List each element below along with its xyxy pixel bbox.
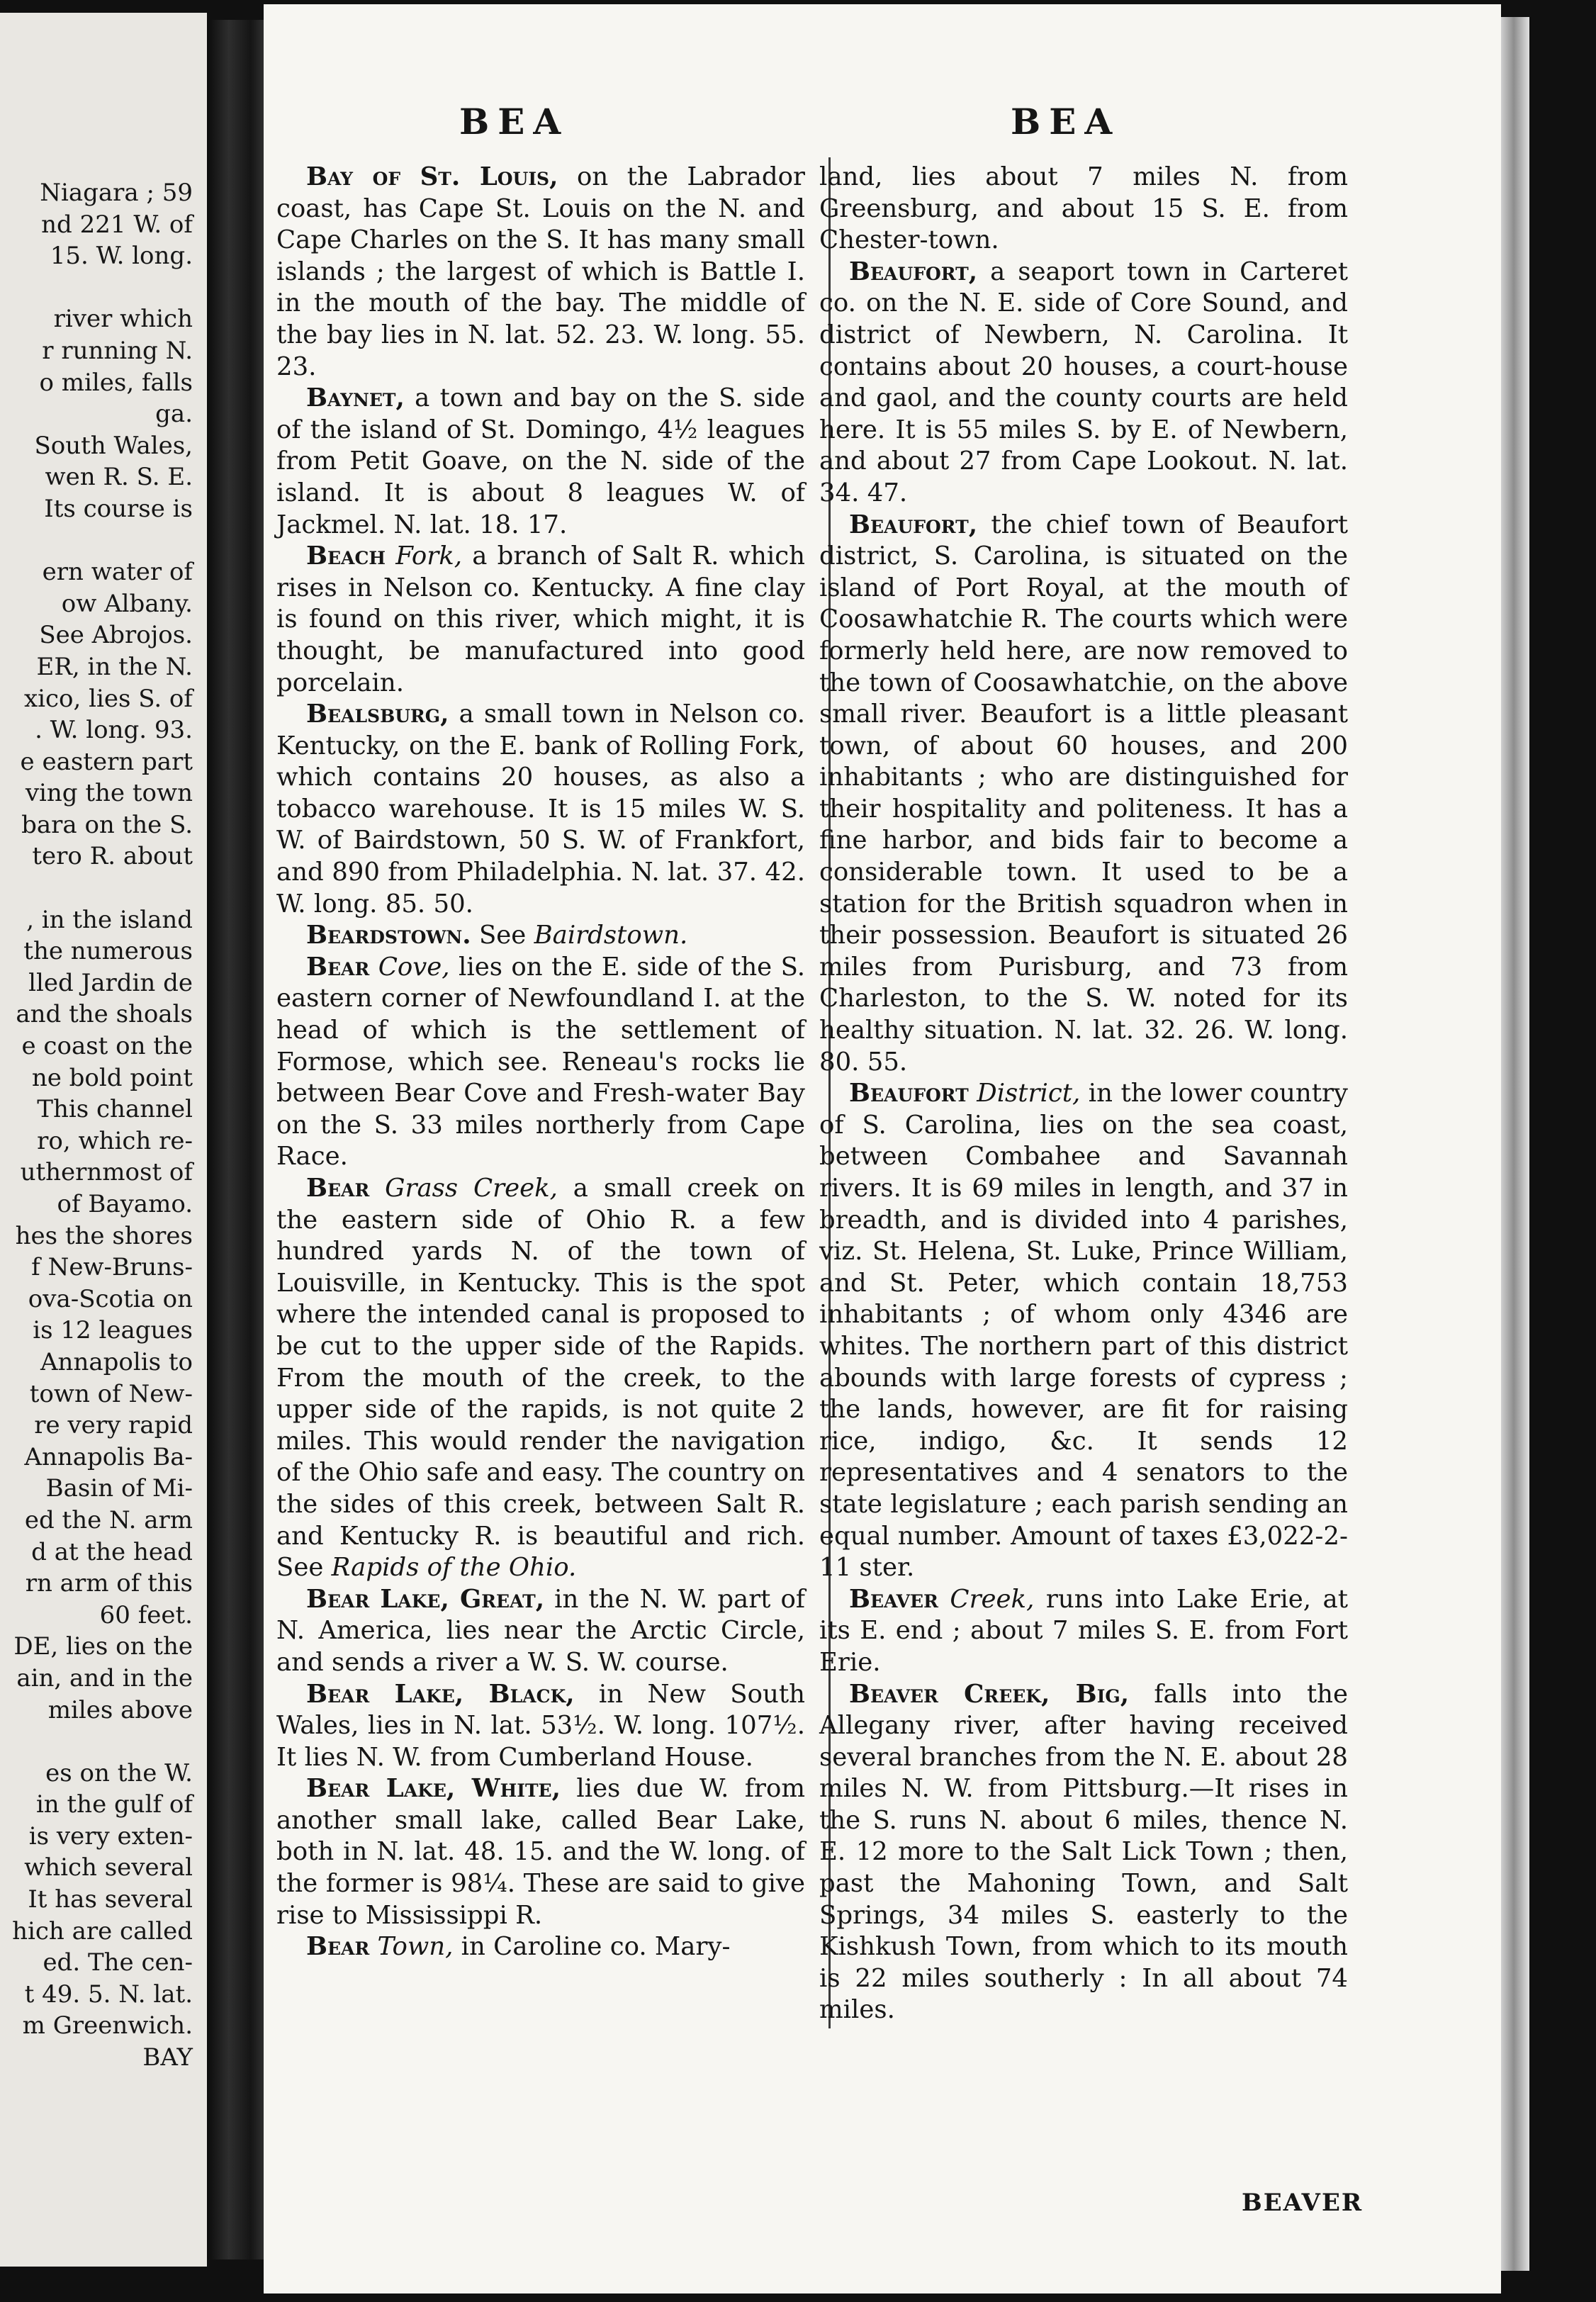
facing-page-line: xico, lies S. of [23,684,193,713]
entry-headword: Beaufort [849,1079,969,1108]
facing-page-line: 15. W. long. [50,242,193,271]
facing-page-line: Its course is [44,494,193,523]
gazetteer-entry [276,1173,805,1584]
facing-page-line: d at the head [31,1537,193,1566]
entry-text: a seaport town in Carteret co. on the N. E. side of Core Sound, and district of Newbern, N. Carolina. It contains about 20 houses, a court-house and gaol, and the county courts are held here. It is 55 miles S. by E. of Newbern, and about 27 from Cape Lookout. N. lat. 34. 47. [819,257,1348,507]
facing-page-line: hich are called [12,1916,193,1946]
entry-headword: Beardstown. [306,921,471,950]
entry-headword-italic: Town, [377,1932,454,1962]
facing-page-line: It has several [28,1885,193,1914]
facing-page-line: tero R. about [32,842,193,871]
gazetteer-entry [819,1078,1348,1584]
facing-page-line: ova-Scotia on [28,1284,193,1313]
facing-page-line: e eastern part [20,747,193,776]
facing-page-line: ed the N. arm [24,1505,193,1534]
facing-page-line: e coast on the [21,1032,193,1061]
entry-text: a small creek on the eastern side of Ohio R. a few hundred yards N. of the town of Louisville, in Kentucky. This is the spot where the intended canal is proposed to be cut to the upper side of the Rapids. From the mouth of the creek, to the upper side of the rapids, is not quite 2 miles. This would render the navigation of the Ohio safe and easy. The country on the sides of this creek, between Salt R. and Kentucky R. is beautiful and rich. See [276,1174,805,1583]
facing-page-line [0,1726,193,1758]
facing-page-line: , in the island [26,905,193,934]
entry-headword: Beaver [849,1584,938,1614]
facing-page-line: Basin of Mi- [45,1474,193,1503]
entry-text: a small town in Nelson co. Kentucky, on the E. bank of Rolling Fork, which contains 20 houses, as also a tobacco warehouse. It is 15 miles W. S. W. of Bairdstown, 50 S. W. of Frankfort, and 890 from Philadelphia. N. lat. 37. 42. W. long. 85. 50. [276,700,805,919]
entry-cross-reference: Rapids of the Ohio. [331,1553,577,1583]
entry-headword: Bear Lake, White, [306,1774,561,1804]
facing-page-line: which several [24,1853,193,1882]
facing-page-line: ro, which re- [37,1126,193,1155]
facing-page-line: ed. The cen- [43,1948,193,1977]
facing-page-line: o miles, falls [39,368,193,397]
facing-page-line: m Greenwich. [22,2011,193,2040]
facing-page-line: BAY [142,2043,193,2072]
catchword: BEAVER [1242,2189,1364,2217]
facing-page-line: the numerous [23,937,193,966]
main-page [264,4,1501,2293]
entry-cross-reference: Bairdstown. [534,921,688,950]
entry-headword: Bear [306,1932,370,1962]
entry-text: a branch of Salt R. which rises in Nelson co. Kentucky. A fine clay is found on this river, which might, it is thought, be manufactured into good porcelain. [276,541,805,697]
facing-page-line: t 49. 5. N. lat. [24,1980,193,2009]
running-head-left: BEA [459,101,570,142]
facing-page-line: river which [53,305,193,334]
entry-text: in New South Wales, lies in N. lat. 53½. W. long. 107½. It lies N. W. from Cumberland House. [276,1679,805,1772]
gazetteer-entry [276,1773,805,1931]
facing-page-line: . W. long. 93. [35,716,193,745]
entry-text: falls into the Allegany river, after having received several branches from the N. E. about 28 miles N. W. from Pittsburg.—It rises in the S. runs N. about 6 miles, thence N. E. 12 more to the Salt Lick Town ; then, past the Mahoning Town, and Salt Springs, 34 miles S. easterly to the Kishkush Town, from which to its mouth is 22 miles southerly : In all about 74 miles. [819,1679,1348,2025]
entry-text: lies on the E. side of the S. eastern corner of Newfoundland I. at the head of which is the settlement of Formose, which see. Reneau's rocks lie between Bear Cove and Fresh-water Bay on the S. 33 miles northerly from Cape Race. [276,952,805,1172]
facing-page-line [0,272,193,304]
entry-headword: Beach [306,541,386,571]
entry-text: in Caroline co. Mary- [461,1932,731,1962]
facing-page-line [0,525,193,557]
facing-page-line: rn arm of this [25,1569,193,1598]
facing-page-line: es on the W. [45,1758,193,1787]
entry-headword: Beaver Creek, Big, [849,1679,1130,1709]
gazetteer-entry [276,1931,805,1963]
facing-page-line: is very exten- [28,1821,193,1851]
facing-page-line: town of New- [29,1379,193,1408]
entry-headword-italic: Creek, [950,1584,1035,1614]
gazetteer-entry [276,952,805,1173]
entry-headword-italic: District, [977,1079,1081,1108]
running-head-right: BEA [1011,101,1121,142]
entry-text: a town and bay on the S. side of the island of St. Domingo, 4½ leagues from Petit Goave, on the N. side of the island. It is about 8 leagues W. of Jackmel. N. lat. 18. 17. [276,383,805,539]
entry-headword: Beaufort, [849,257,978,286]
entry-headword-italic: Cove, [378,952,450,982]
facing-page-line: Annapolis Ba- [24,1442,193,1471]
facing-page-line: wen R. S. E. [45,463,193,492]
entry-text: in the N. W. part of N. America, lies near the Arctic Circle, and sends a river a W. S. W. course. [276,1584,805,1677]
facing-page-line: lled Jardin de [28,968,193,997]
entry-headword: Bear Lake, Black, [306,1679,575,1709]
facing-page-text [0,177,193,2074]
entry-headword-italic: Fork, [395,541,463,571]
gazetteer-entry [276,383,805,541]
gazetteer-entry [276,920,805,952]
facing-page-line: ow Albany. [61,589,193,618]
facing-page-line: ain, and in the [16,1663,193,1692]
entry-text: on the Labrador coast, has Cape St. Louis on the N. and Cape Charles on the S. It has many small islands ; the largest of which is Battle I. in the mouth of the bay. The middle of the bay lies in N. lat. 52. 23. W. long. 55. 23. [276,162,805,381]
facing-page-line: ving the town [25,779,193,808]
facing-page-line: uthernmost of [20,1158,193,1187]
facing-page-line: in the gulf of [35,1790,193,1819]
gazetteer-entry [819,1584,1348,1679]
facing-page-line: ER, in the N. [36,652,193,681]
facing-page-line: is 12 leagues [33,1316,193,1345]
facing-page-line: ern water of [42,558,193,587]
facing-page-line: See Abrojos. [39,621,193,650]
facing-page-line: ne bold point [31,1063,193,1092]
facing-page-line: and the shoals [16,1000,193,1029]
gazetteer-entry [819,257,1348,510]
facing-page-line: ga. [155,400,193,429]
entry-headword: Bealsburg, [306,700,449,729]
entry-text: See [478,921,527,950]
facing-page-line: bara on the S. [21,810,193,839]
entry-headword-italic: Grass Creek, [385,1174,558,1203]
facing-page-line: r running N. [42,336,193,365]
entry-headword: Bear [306,952,370,982]
entry-headword: Bear [306,1174,370,1203]
entry-text: the chief town of Beaufort district, S. Carolina, is situated on the island of Port Royal, at the mouth of Coosawhatchie R. The courts which were formerly held here, are now removed to the town of Coosawhatchie, on the above small river. Beaufort is a little pleasant town, of about 60 houses, and 200 inhabitants ; who are distinguished for their hospitality and politeness. It has a fine harbor, and bids fair to become a considerable town. It used to be a station for the British squadron when in their possession. Beaufort is situated 26 miles from Purisburg, and 73 from Charleston, to the S. W. noted for its healthy situation. N. lat. 32. 26. W. long. 80. 55. [819,510,1348,1077]
entry-text: land, lies about 7 miles N. from Greensburg, and about 15 S. E. from Chester-town. [819,162,1348,255]
entry-text: lies due W. from another small lake, called Bear Lake, both in N. lat. 48. 15. and the W. long. of the former is 98¼. These are said to give rise to Mississippi R. [276,1774,805,1930]
column-right [819,162,1348,2026]
book-gutter [207,20,269,2259]
facing-page-line: South Wales, [34,431,193,460]
facing-page-line: nd 221 W. of [41,210,193,239]
gazetteer-entry [276,162,805,383]
gazetteer-entry [276,1584,805,1679]
gazetteer-entry [819,162,1348,257]
facing-page [0,13,207,2267]
facing-page-line: Niagara ; 59 [40,179,193,207]
page-edge [1501,17,1529,2271]
gazetteer-entry [276,1679,805,1774]
entry-headword: Baynet, [306,383,405,413]
entry-headword: Bear Lake, Great, [306,1584,545,1614]
entry-text: in the lower country of S. Carolina, lies on the sea coast, between Combahee and Savannah rivers. It is 69 miles in length, and 37 in breadth, and is divided into 4 parishes, viz. St. Helena, St. Luke, Prince William, and St. Peter, which contain 18,753 inhabitants ; of whom only 4346 are whites. The northern part of this district abounds with large forests of cypress ; the lands, however, are fit for raising rice, indigo, &c. It sends 12 representatives and 4 senators to the state legislature ; each parish sending an equal number. Amount of taxes £3,022-2-11 ster. [819,1079,1348,1583]
gazetteer-entry [276,541,805,699]
entry-text: runs into Lake Erie, at its E. end ; about 7 miles S. E. from Fort Erie. [819,1584,1348,1677]
facing-page-line: Annapolis to [40,1347,193,1376]
gazetteer-entry [819,510,1348,1079]
gazetteer-entry [276,699,805,920]
facing-page-line: re very rapid [34,1411,193,1440]
column-left [276,162,805,1963]
entry-headword: Beaufort, [849,510,978,539]
gazetteer-entry [819,1679,1348,2027]
facing-page-line: f New-Bruns- [31,1253,193,1282]
facing-page-line: of Bayamo. [57,1190,193,1218]
entry-headword: Bay of St. Louis, [306,162,558,191]
facing-page-line [0,872,193,904]
facing-page-line: 60 feet. [99,1600,193,1629]
facing-page-line: hes the shores [15,1221,193,1250]
facing-page-line: miles above [47,1695,193,1724]
facing-page-line: DE, lies on the [13,1632,193,1661]
facing-page-line: This channel [37,1095,193,1124]
